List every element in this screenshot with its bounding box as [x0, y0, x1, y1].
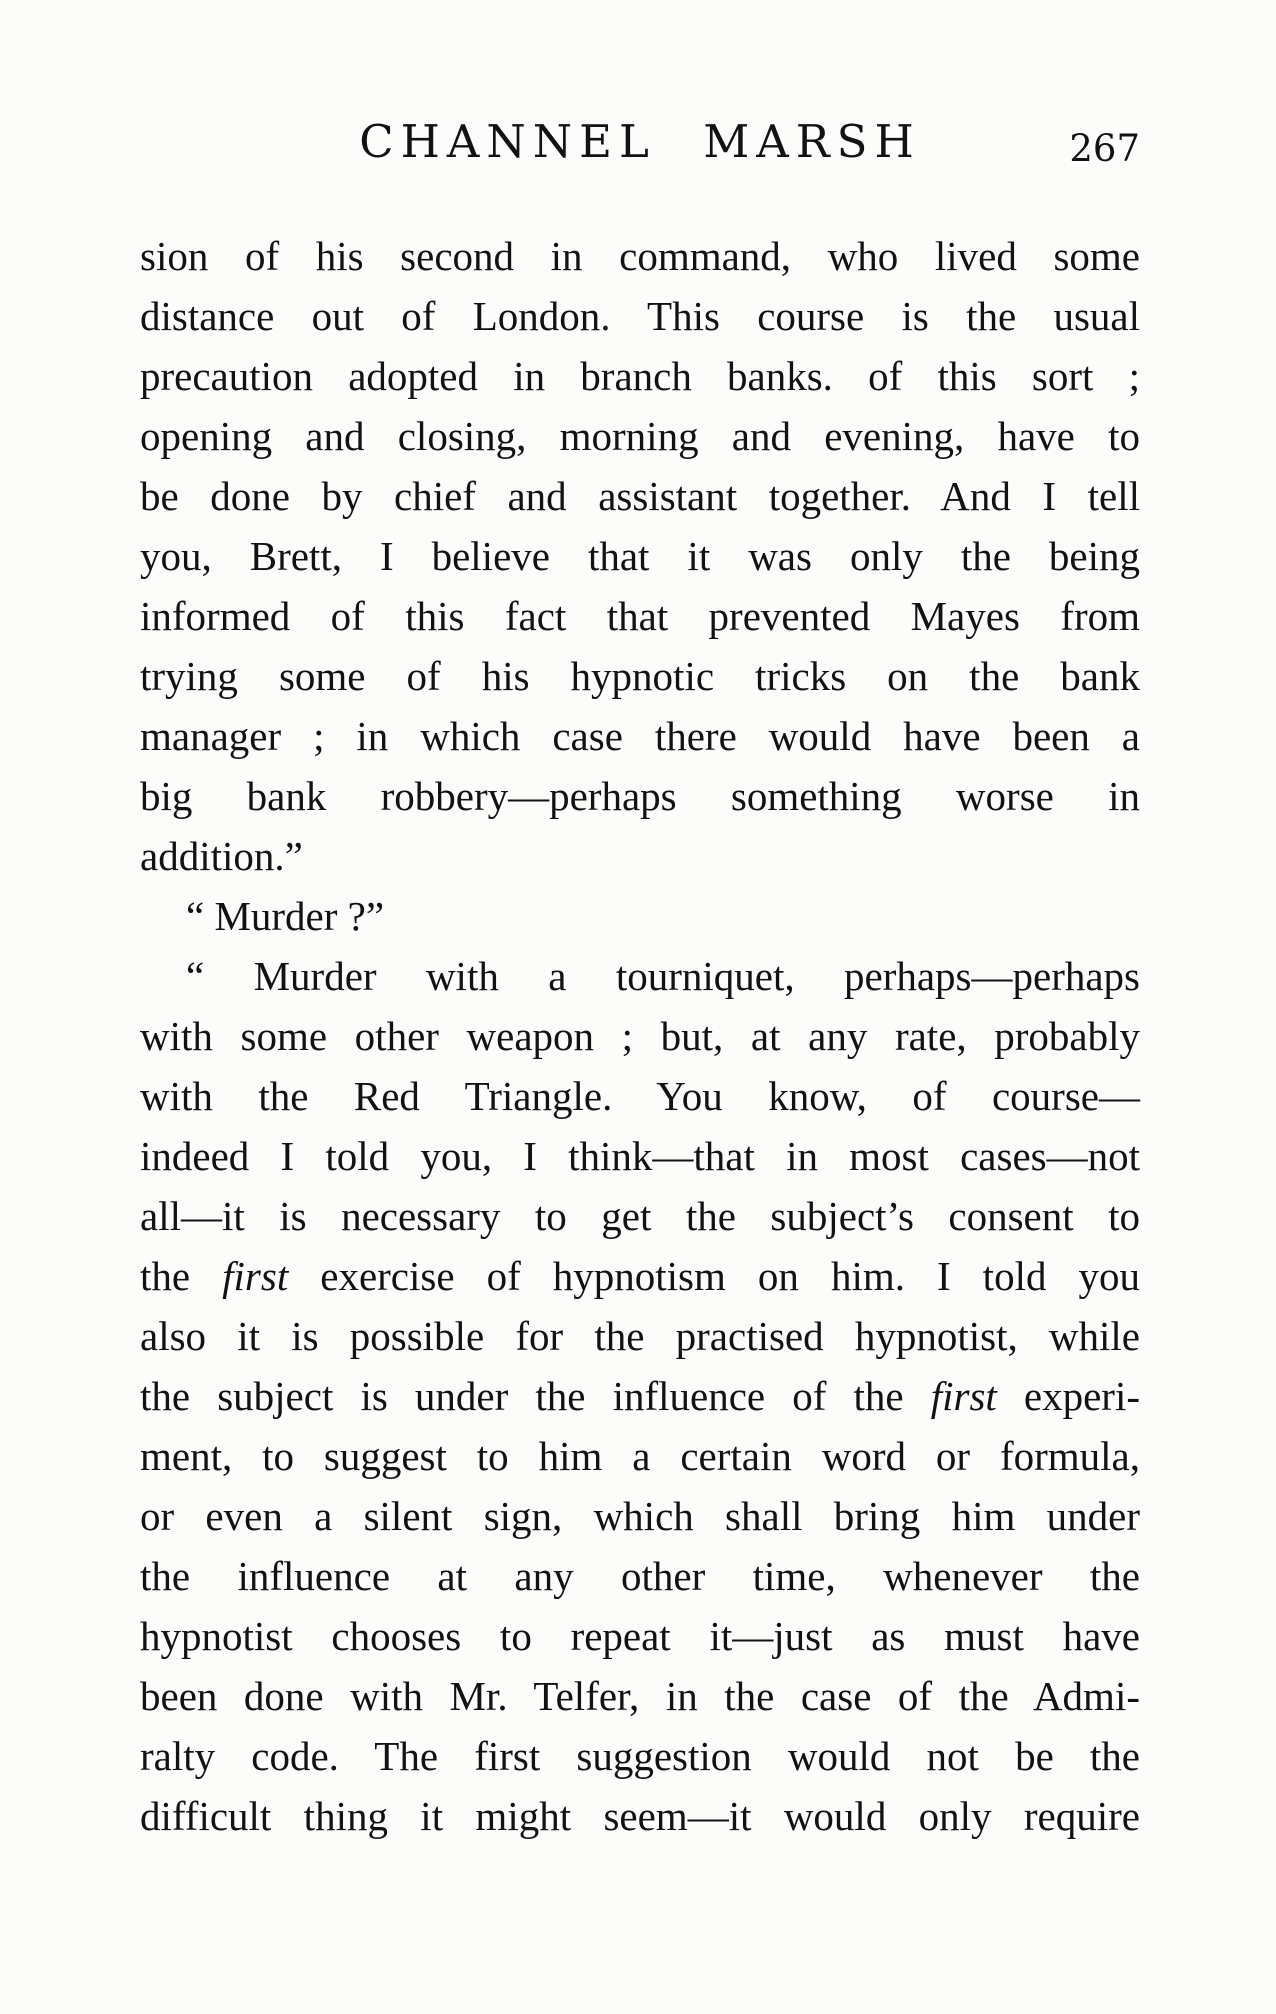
text-line: ralty code. The first suggestion would not be the [140, 1733, 1140, 1779]
text-line: trying some of his hypnotic tricks on the bank [140, 653, 1140, 699]
text-line: with some other weapon ; but, at any rate, probably [140, 1013, 1140, 1059]
page-body-text [140, 226, 1140, 1846]
text-line: been done with Mr. Telfer, in the case of the Admi- [140, 1673, 1140, 1719]
text-line: also it is possible for the practised hypnotist, while [140, 1313, 1140, 1359]
page-number: 267 [1069, 127, 1140, 170]
text-line: ment, to suggest to him a certain word or formula, [140, 1433, 1140, 1479]
text-line: hypnotist chooses to repeat it—just as must have [140, 1613, 1140, 1659]
text-line: with the Red Triangle. You know, of course— [140, 1073, 1140, 1119]
text-line: difficult thing it might seem—it would only require [140, 1793, 1140, 1839]
text-segment: exercise of hypnotism on him. I told you [288, 1253, 1140, 1299]
text-segment: the [140, 1253, 223, 1299]
text-line: opening and closing, morning and evening, have to [140, 413, 1140, 459]
text-segment: the subject is under the influence of the [140, 1373, 931, 1419]
text-line: indeed I told you, I think—that in most cases—not [140, 1133, 1140, 1179]
text-line [140, 1246, 1140, 1306]
text-line: “ Murder ?” [186, 893, 385, 939]
text-line: or even a silent sign, which shall bring him under [140, 1493, 1140, 1539]
text-line: distance out of London. This course is the usual [140, 293, 1140, 339]
running-title: CHANNEL MARSH [359, 115, 921, 168]
text-line: you, Brett, I believe that it was only the being [140, 533, 1140, 579]
italic-word: first [222, 1253, 289, 1299]
text-line: informed of this fact that prevented Mayes from [140, 593, 1140, 639]
text-line: addition.” [140, 833, 303, 879]
text-line: precaution adopted in branch banks. of this sort ; [140, 353, 1140, 399]
italic-word: first [930, 1373, 997, 1419]
text-segment: experi- [996, 1373, 1141, 1419]
text-line: big bank robbery—perhaps something worse in [140, 773, 1140, 819]
text-line: all—it is necessary to get the subject’s consent to [140, 1193, 1140, 1239]
page-header [140, 114, 1140, 170]
text-line: “ Murder with a tourniquet, perhaps—perhaps [186, 953, 1140, 999]
text-line: sion of his second in command, who lived some [140, 233, 1140, 279]
text-line: manager ; in which case there would have been a [140, 713, 1140, 759]
text-line [140, 1366, 1140, 1426]
text-line: be done by chief and assistant together. And I tell [140, 473, 1140, 519]
text-line: the influence at any other time, whenever the [140, 1553, 1140, 1599]
